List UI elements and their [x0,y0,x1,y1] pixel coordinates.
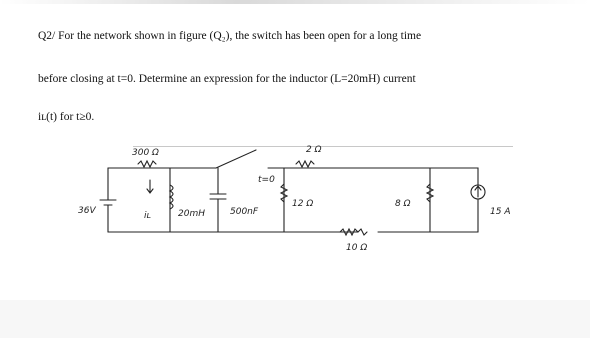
battery-symbol [100,200,116,205]
r8-label: 8 Ω [395,199,411,209]
capacitor-symbol [210,168,226,232]
question-line-3: iʟ(t) for t≥0. [38,111,95,123]
r12-label: 12 Ω [292,199,314,209]
inductor-current-label: iʟ [144,211,152,221]
resistor-300 [138,161,156,167]
source-voltage-label: 36V [78,206,96,216]
question-line-2: before closing at t=0. Determine an expression for the inductor (L=20mH) current [38,73,416,85]
capacitor-value-label: 500nF [230,207,259,217]
r2-label: 2 Ω [306,145,322,155]
resistor-2 [296,161,314,167]
current-source-label: 15 A [490,207,511,217]
resistor-10 [340,229,367,235]
r300-label: 300 Ω [132,148,159,158]
inductor-value-label: 20mH [178,209,205,219]
current-arrow-icon [147,180,153,193]
r10-label: 10 Ω [346,243,368,253]
question-line-1: Q2/ For the network shown in figure (Q₂), the switch has been open for a long time [38,30,422,42]
switch-time-label: t=0 [258,175,275,185]
wire-top-right [420,168,478,185]
current-source-arrow [475,186,481,197]
switch-blade [216,150,256,168]
bottom-margin [0,300,590,338]
